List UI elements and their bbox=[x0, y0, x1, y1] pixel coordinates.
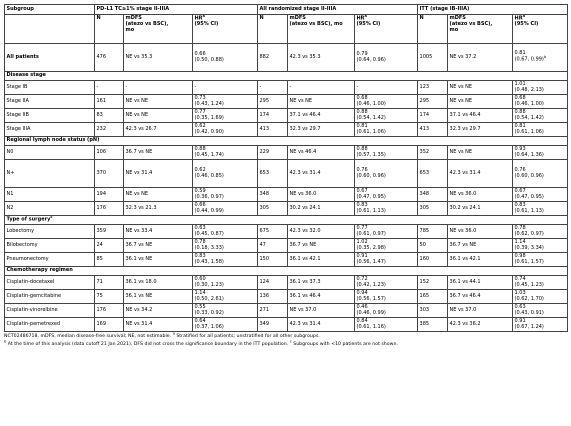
cell-mdfs: NE vs 33.4 bbox=[124, 225, 193, 239]
header-group-itt: ITT (stage IB-IIIA) bbox=[418, 5, 568, 15]
cell-hr: 1.14 (0.50, 2.61) bbox=[193, 290, 258, 304]
cell-n: 75 bbox=[95, 290, 124, 304]
table-row bbox=[5, 123, 568, 137]
cell-hr: 0.67 (0.47, 0.95) bbox=[355, 188, 418, 202]
row-label: Stage IB bbox=[5, 81, 95, 95]
cell-mdfs: 42.3 vs 26.7 bbox=[124, 123, 193, 137]
cell-hr: - bbox=[355, 81, 418, 95]
cell-n: 194 bbox=[95, 188, 124, 202]
header-mdfs: mDFS (atezo vs BSC), mo bbox=[288, 15, 355, 44]
cell-hr: 0.88 (0.54, 1.42) bbox=[513, 109, 568, 123]
cell-mdfs: 42.3 vs 31.4 bbox=[288, 318, 355, 332]
cell-hr: 0.62 (0.42, 0.90) bbox=[193, 123, 258, 137]
cell-mdfs: NE vs NE bbox=[124, 109, 193, 123]
section-title: Regional lymph node status (pN) bbox=[5, 137, 568, 146]
table-row bbox=[5, 318, 568, 332]
section-header-row bbox=[5, 137, 568, 146]
cell-n: 413 bbox=[418, 123, 448, 137]
cell-n: 229 bbox=[258, 146, 288, 160]
cell-n: 50 bbox=[418, 239, 448, 253]
header-mdfs: mDFS (atezo vs BSC), mo bbox=[448, 15, 513, 44]
cell-mdfs: 36.1 vs NE bbox=[124, 253, 193, 267]
cell-n: 124 bbox=[258, 276, 288, 290]
header-hr: $HR^a$ (95% CI) bbox=[513, 15, 568, 44]
cell-n: 348 bbox=[258, 188, 288, 202]
cell-mdfs: 36.1 vs 18.0 bbox=[124, 276, 193, 290]
cell-n: 295 bbox=[418, 95, 448, 109]
cell-hr: 0.91 (0.56, 1.47) bbox=[355, 253, 418, 267]
table-row bbox=[5, 253, 568, 267]
cell-hr: 0.77 (0.61, 0.97) bbox=[355, 225, 418, 239]
table-row bbox=[5, 239, 568, 253]
cell-mdfs: NE vs 36.0 bbox=[288, 188, 355, 202]
cell-hr: 0.78 (0.62, 0.97) bbox=[513, 225, 568, 239]
cell-hr: 0.72 (0.42, 1.23) bbox=[355, 276, 418, 290]
row-label: All patients bbox=[5, 44, 95, 72]
table-row bbox=[5, 276, 568, 290]
cell-n: 47 bbox=[258, 239, 288, 253]
cell-mdfs: 36.7 vs 46.4 bbox=[448, 290, 513, 304]
table-row bbox=[5, 109, 568, 123]
cell-n: 165 bbox=[418, 290, 448, 304]
row-label: Stage IIB bbox=[5, 109, 95, 123]
row-label: Bilobectomy bbox=[5, 239, 95, 253]
cell-hr: 0.88 (0.54, 1.42) bbox=[355, 109, 418, 123]
cell-mdfs: NE vs 35.3 bbox=[124, 44, 193, 72]
cell-hr: 0.59 (0.36, 0.97) bbox=[193, 188, 258, 202]
cell-mdfs: 37.1 vs 46.4 bbox=[448, 109, 513, 123]
row-label: Cisplatin-gemcitabine bbox=[5, 290, 95, 304]
cell-mdfs: NE vs 37.2 bbox=[448, 44, 513, 72]
cell-mdfs: NE vs 36.0 bbox=[448, 225, 513, 239]
section-header-row bbox=[5, 216, 568, 225]
cell-hr: 0.88 (0.57, 1.35) bbox=[355, 146, 418, 160]
cell-hr: 0.73 (0.43, 1.24) bbox=[193, 95, 258, 109]
row-label: N+ bbox=[5, 160, 95, 188]
cell-hr: 0.83 (0.43, 1.58) bbox=[193, 253, 258, 267]
cell-hr: 0.68 (0.46, 1.00) bbox=[513, 95, 568, 109]
all-patients-row bbox=[5, 44, 568, 72]
cell-mdfs: 36.1 vs 46.4 bbox=[288, 290, 355, 304]
row-label: Cisplatin-vinorelbine bbox=[5, 304, 95, 318]
cell-mdfs: NE vs 31.4 bbox=[124, 160, 193, 188]
cell-mdfs: 36.7 vs NE bbox=[288, 239, 355, 253]
cell-mdfs: 36.7 vs NE bbox=[124, 239, 193, 253]
header-n: N bbox=[258, 15, 288, 44]
cell-n: 305 bbox=[418, 202, 448, 216]
cell-hr: 1.14 (0.39, 3.34) bbox=[513, 239, 568, 253]
cell-hr: 0.68 (0.46, 1.00) bbox=[355, 95, 418, 109]
row-label: N2 bbox=[5, 202, 95, 216]
header-mdfs: mDFS (atezo vs BSC), mo bbox=[124, 15, 193, 44]
cell-mdfs: 36.1 vs 42.1 bbox=[448, 253, 513, 267]
cell-hr: 0.81 (0.67, 0.99)$^b$ bbox=[513, 44, 568, 72]
cell-n: 476 bbox=[95, 44, 124, 72]
cell-mdfs: - bbox=[124, 81, 193, 95]
cell-mdfs: NE vs NE bbox=[288, 95, 355, 109]
cell-n: 71 bbox=[95, 276, 124, 290]
cell-n: 160 bbox=[418, 253, 448, 267]
table-row bbox=[5, 188, 568, 202]
cell-n: 359 bbox=[95, 225, 124, 239]
cell-n: - bbox=[95, 81, 124, 95]
cell-mdfs: NE vs 34.2 bbox=[124, 304, 193, 318]
cell-n: 653 bbox=[418, 160, 448, 188]
cell-hr: 0.60 (0.30, 1.23) bbox=[193, 276, 258, 290]
section-title: Chemotherapy regimen bbox=[5, 267, 568, 276]
cell-hr: 0.76 (0.60, 0.96) bbox=[355, 160, 418, 188]
cell-hr: 0.78 (0.18, 3.33) bbox=[193, 239, 258, 253]
cell-hr: 1.02 (0.35, 2.98) bbox=[355, 239, 418, 253]
cell-mdfs: 32.3 vs 21.3 bbox=[124, 202, 193, 216]
row-label: Pneumonectomy bbox=[5, 253, 95, 267]
row-label: Stage IIA bbox=[5, 95, 95, 109]
header-group-all-randomized: All randomized stage II-IIIA bbox=[258, 5, 418, 15]
header-n: N bbox=[95, 15, 124, 44]
cell-mdfs: NE vs NE bbox=[448, 81, 513, 95]
cell-mdfs: 36.7 vs NE bbox=[124, 146, 193, 160]
cell-n: 413 bbox=[258, 123, 288, 137]
cell-n: 882 bbox=[258, 44, 288, 72]
section-title: Disease stage bbox=[5, 72, 568, 81]
row-label: N1 bbox=[5, 188, 95, 202]
table-row bbox=[5, 160, 568, 188]
table-row bbox=[5, 95, 568, 109]
cell-hr: 0.62 (0.46, 0.85) bbox=[193, 160, 258, 188]
cell-n: 370 bbox=[95, 160, 124, 188]
row-label: N0 bbox=[5, 146, 95, 160]
cell-hr: 0.66 (0.44, 0.99) bbox=[193, 202, 258, 216]
cell-n: 295 bbox=[258, 95, 288, 109]
cell-n: 85 bbox=[95, 253, 124, 267]
cell-n: 152 bbox=[418, 276, 448, 290]
section-title: Type of surgery$^c$ bbox=[5, 216, 568, 225]
cell-hr: 0.94 (0.56, 1.57) bbox=[355, 290, 418, 304]
cell-hr: 0.64 (0.37, 1.06) bbox=[193, 318, 258, 332]
cell-mdfs: NE vs NE bbox=[448, 95, 513, 109]
header-row-columns bbox=[5, 15, 568, 44]
cell-n: 653 bbox=[258, 160, 288, 188]
table-row bbox=[5, 202, 568, 216]
cell-hr: 0.76 (0.60, 0.96) bbox=[513, 160, 568, 188]
table-row bbox=[5, 146, 568, 160]
cell-hr: 0.79 (0.64, 0.96) bbox=[355, 44, 418, 72]
cell-n: 161 bbox=[95, 95, 124, 109]
cell-n: 352 bbox=[418, 146, 448, 160]
header-hr: $HR^a$ (95% CI) bbox=[193, 15, 258, 44]
row-label: Cisplatin-docetaxel bbox=[5, 276, 95, 290]
cell-hr: 0.46 (0.46, 0.99) bbox=[355, 304, 418, 318]
header-row-groups bbox=[5, 5, 568, 15]
cell-hr: 1.03 (0.62, 1.70) bbox=[513, 290, 568, 304]
cell-n: 106 bbox=[95, 146, 124, 160]
cell-n: 785 bbox=[418, 225, 448, 239]
cell-mdfs: NE vs 31.4 bbox=[124, 318, 193, 332]
cell-n: 83 bbox=[95, 109, 124, 123]
footnotes bbox=[4, 333, 567, 349]
cell-mdfs: - bbox=[288, 81, 355, 95]
cell-mdfs: 36.1 vs 42.1 bbox=[288, 253, 355, 267]
cell-n: 174 bbox=[418, 109, 448, 123]
cell-hr: 0.77 (0.35, 1.69) bbox=[193, 109, 258, 123]
cell-hr: 0.66 (0.50, 0.88) bbox=[193, 44, 258, 72]
cell-n: 349 bbox=[258, 318, 288, 332]
section-header-row bbox=[5, 267, 568, 276]
cell-mdfs: 32.3 vs 29.7 bbox=[448, 123, 513, 137]
cell-n: 136 bbox=[258, 290, 288, 304]
cell-hr: 0.74 (0.45, 1.23) bbox=[513, 276, 568, 290]
cell-hr: 0.81 (0.61, 1.06) bbox=[513, 123, 568, 137]
footnote-line-2: $^b$ At the time of this analysis (data cutoff 21 Jan 2021), DFS did not cross the significance boundary in the ITT population. $^c$ Subgroups with <10 patients are not shown. bbox=[4, 339, 398, 347]
cell-n: 675 bbox=[258, 225, 288, 239]
cell-hr: 0.63 (0.45, 0.87) bbox=[193, 225, 258, 239]
cell-n: 24 bbox=[95, 239, 124, 253]
header-group-pdl1: PD-L1 TC≥1% stage II-IIIA bbox=[95, 5, 258, 15]
cell-n: 176 bbox=[95, 304, 124, 318]
footnote-line-1: NCT02486718. mDFS, median disease-free survival; NE, not estimable. $^a$ Stratified for all patients; unstratified for all other subgroups. bbox=[4, 331, 320, 339]
cell-mdfs: 36.1 vs 37.3 bbox=[288, 276, 355, 290]
cell-n: 271 bbox=[258, 304, 288, 318]
table-row bbox=[5, 81, 568, 95]
cell-mdfs: NE vs NE bbox=[448, 146, 513, 160]
cell-hr: 0.98 (0.61, 1.57) bbox=[513, 253, 568, 267]
header-hr: $HR^a$ (95% CI) bbox=[355, 15, 418, 44]
header-n: N bbox=[418, 15, 448, 44]
cell-n: 174 bbox=[258, 109, 288, 123]
row-label: Cisplatin-pemetrexed bbox=[5, 318, 95, 332]
section-header-row bbox=[5, 72, 568, 81]
cell-mdfs: 32.3 vs 29.7 bbox=[288, 123, 355, 137]
cell-hr: 0.81 (0.61, 1.06) bbox=[355, 123, 418, 137]
cell-n: - bbox=[258, 81, 288, 95]
row-label: Lobectomy bbox=[5, 225, 95, 239]
cell-hr: 0.55 (0.33, 0.92) bbox=[193, 304, 258, 318]
cell-mdfs: 42.3 vs 36.2 bbox=[448, 318, 513, 332]
cell-n: 305 bbox=[258, 202, 288, 216]
cell-mdfs: NE vs NE bbox=[124, 188, 193, 202]
cell-n: 303 bbox=[418, 304, 448, 318]
cell-n: 385 bbox=[418, 318, 448, 332]
cell-n: 1005 bbox=[418, 44, 448, 72]
cell-hr: - bbox=[193, 81, 258, 95]
cell-hr: 0.84 (0.61, 1.16) bbox=[355, 318, 418, 332]
cell-hr: 0.63 (0.43, 0.91) bbox=[513, 304, 568, 318]
cell-n: 169 bbox=[95, 318, 124, 332]
cell-mdfs: NE vs NE bbox=[124, 95, 193, 109]
cell-hr: 0.93 (0.64, 1.36) bbox=[513, 146, 568, 160]
cell-hr: 0.83 (0.61, 1.13) bbox=[355, 202, 418, 216]
cell-mdfs: 37.1 vs 46.4 bbox=[288, 109, 355, 123]
cell-mdfs: 42.3 vs 32.0 bbox=[288, 225, 355, 239]
cell-hr: 0.83 (0.61, 1.13) bbox=[513, 202, 568, 216]
table-row bbox=[5, 290, 568, 304]
cell-mdfs: NE vs 37.0 bbox=[288, 304, 355, 318]
results-table-container bbox=[4, 4, 567, 349]
cell-n: 150 bbox=[258, 253, 288, 267]
cell-hr: 0.91 (0.67, 1.24) bbox=[513, 318, 568, 332]
subgroup-dfs-table bbox=[4, 4, 568, 332]
cell-mdfs: 30.2 vs 24.1 bbox=[448, 202, 513, 216]
cell-mdfs: 36.1 vs NE bbox=[124, 290, 193, 304]
cell-mdfs: 36.7 vs NE bbox=[448, 239, 513, 253]
cell-hr: 0.88 (0.45, 1.74) bbox=[193, 146, 258, 160]
cell-mdfs: 42.3 vs 31.4 bbox=[448, 160, 513, 188]
table-row bbox=[5, 304, 568, 318]
header-empty bbox=[5, 15, 95, 44]
cell-mdfs: 42.3 vs 35.3 bbox=[288, 44, 355, 72]
row-label: Stage IIIA bbox=[5, 123, 95, 137]
cell-n: 232 bbox=[95, 123, 124, 137]
cell-mdfs: 42.3 vs 31.4 bbox=[288, 160, 355, 188]
cell-n: 176 bbox=[95, 202, 124, 216]
cell-mdfs: NE vs 46.4 bbox=[288, 146, 355, 160]
cell-n: 123 bbox=[418, 81, 448, 95]
cell-hr: 1.01 (0.48, 2.13) bbox=[513, 81, 568, 95]
cell-mdfs: NE vs 36.0 bbox=[448, 188, 513, 202]
cell-mdfs: NE vs 37.0 bbox=[448, 304, 513, 318]
cell-n: 348 bbox=[418, 188, 448, 202]
cell-mdfs: 36.1 vs 44.1 bbox=[448, 276, 513, 290]
cell-mdfs: 30.2 vs 24.1 bbox=[288, 202, 355, 216]
table-row bbox=[5, 225, 568, 239]
table-body bbox=[5, 5, 568, 332]
cell-hr: 0.67 (0.47, 0.95) bbox=[513, 188, 568, 202]
header-subgroup: Subgroup bbox=[5, 5, 95, 15]
